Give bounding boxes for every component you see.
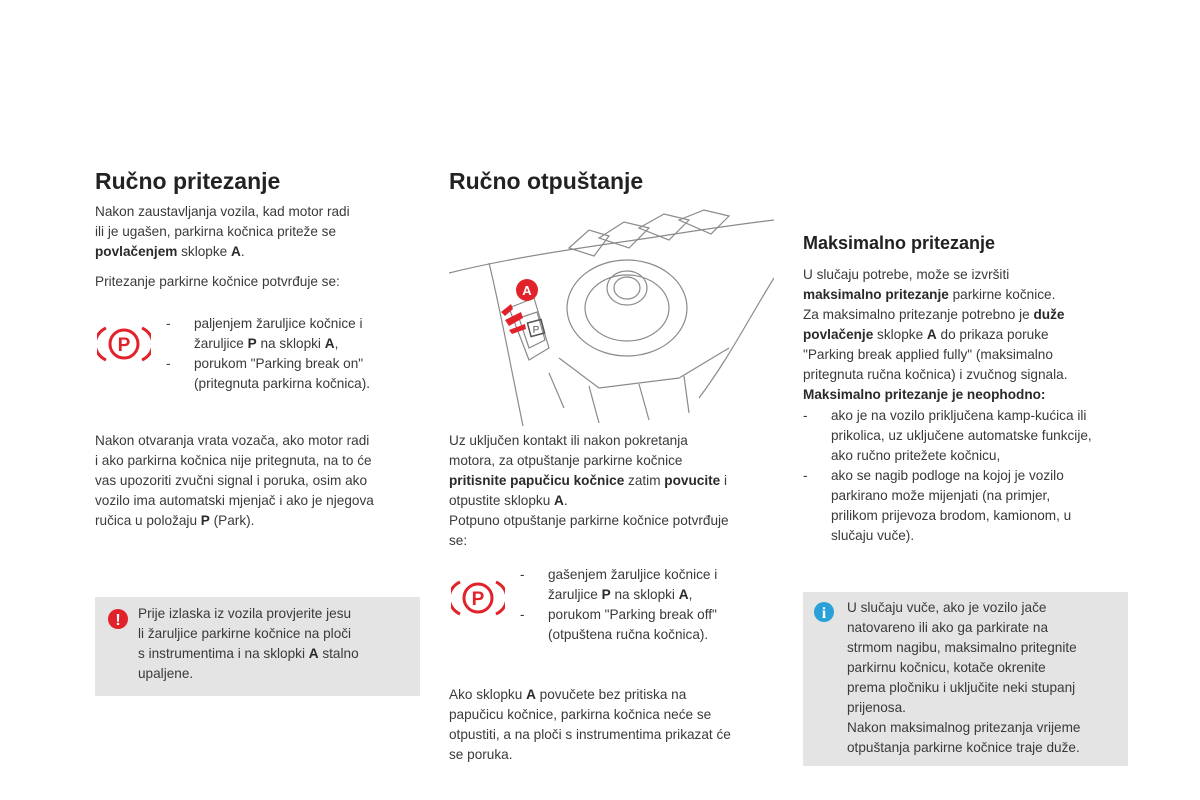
right-conditions-list [803,406,1143,546]
figure-label-a: A [522,283,532,298]
right-title: Maksimalno pritezanje [803,233,996,253]
brake-lamp-letter: P [117,335,131,356]
left-warning-paragraph: Nakon otvaranja vrata vozača, ako motor radi i ako parkirna kočnica nije pritegnuta, na to će vas upozoriti zvučni signal i poruka, osim ako vozilo ima automatski mjenjač i ako je njegova ručica u položaju P (Park). [95,433,374,528]
left-title: Ručno pritezanje [95,168,281,194]
list-item: - gašenjem žaruljice kočnice i žaruljice P na sklopki A, [520,565,780,605]
left-note-text: Prije izlaska iz vozila provjerite jesu li žaruljice parkirne kočnice na ploči s instrumentima i na sklopki A stalno upaljene. [138,606,359,681]
list-item: - porukom "Parking break on" (pritegnuta parkirna kočnica). [166,354,416,394]
list-item: - ako se nagib podloge na kojoj je vozilo parkirano može mijenjati (na primjer, prilikom prijevoza brodom, kamionom, u slučaju vuče). [803,466,1143,546]
middle-release-list [520,565,780,645]
list-item: - ako je na vozilo priključena kamp-kućica ili prikolica, uz uključene automatske funkcije, ako ručno pritežete kočnicu, [803,406,1143,466]
left-intro: Nakon zaustavljanja vozila, kad motor radi ili je ugašen, parkirna kočnica priteže se povlačenjem sklopke A. [95,204,350,259]
svg-text:i: i [821,605,827,622]
brake-lamp-icon [97,322,151,366]
brake-lamp-letter: P [471,589,485,610]
middle-title: Ručno otpuštanje [449,168,644,194]
list-item: - porukom "Parking break off" (otpuštena ručna kočnica). [520,605,780,645]
right-paragraph: U slučaju potrebe, može se izvršiti maksimalno pritezanje parkirne kočnice. Za maksimalno pritezanje potrebno je duže povlačenje sklopke A do prikaza poruke "Parking break applied fully" (maksimalno pritegnuta ručna kočnica) i zvučnog signala. Maksimalno pritezanje je neophodno: [803,267,1068,402]
parking-brake-switch-figure [449,208,774,426]
brake-lamp-icon [451,576,505,620]
svg-text:P: P [532,325,540,336]
middle-paragraph-1: Uz uključen kontakt ili nakon pokretanja motora, za otpuštanje parkirne kočnice pritisnite papučicu kočnice zatim povucite i otpustite sklopku A. Potpuno otpuštanje parkirne kočnice potvrđuje se: [449,433,729,548]
left-confirm-list [166,314,416,394]
middle-paragraph-2: Ako sklopku A povučete bez pritiska na papučicu kočnice, parkirna kočnica neće se otpustiti, a na ploči s instrumentima prikazat će se poruka. [449,687,731,762]
right-note-text: U slučaju vuče, ako je vozilo jače natovareno ili ako ga parkirate na strmom nagibu, maksimalno pritegnite parkirnu kočnicu, kotače okrenite prema pločniku i uključite neki stupanj prijenosa. Nakon maksimalnog pritezanja vrijeme otpuštanja parkirne kočnice traje duže. [847,600,1081,755]
warning-icon [107,608,129,630]
svg-text:!: ! [115,612,121,629]
info-icon [813,601,835,623]
left-warning-note [95,597,420,696]
left-confirm: Pritezanje parkirne kočnice potvrđuje se: [95,274,340,289]
right-info-note [803,592,1128,766]
list-item: - paljenjem žaruljice kočnice i žaruljice P na sklopki A, [166,314,416,354]
